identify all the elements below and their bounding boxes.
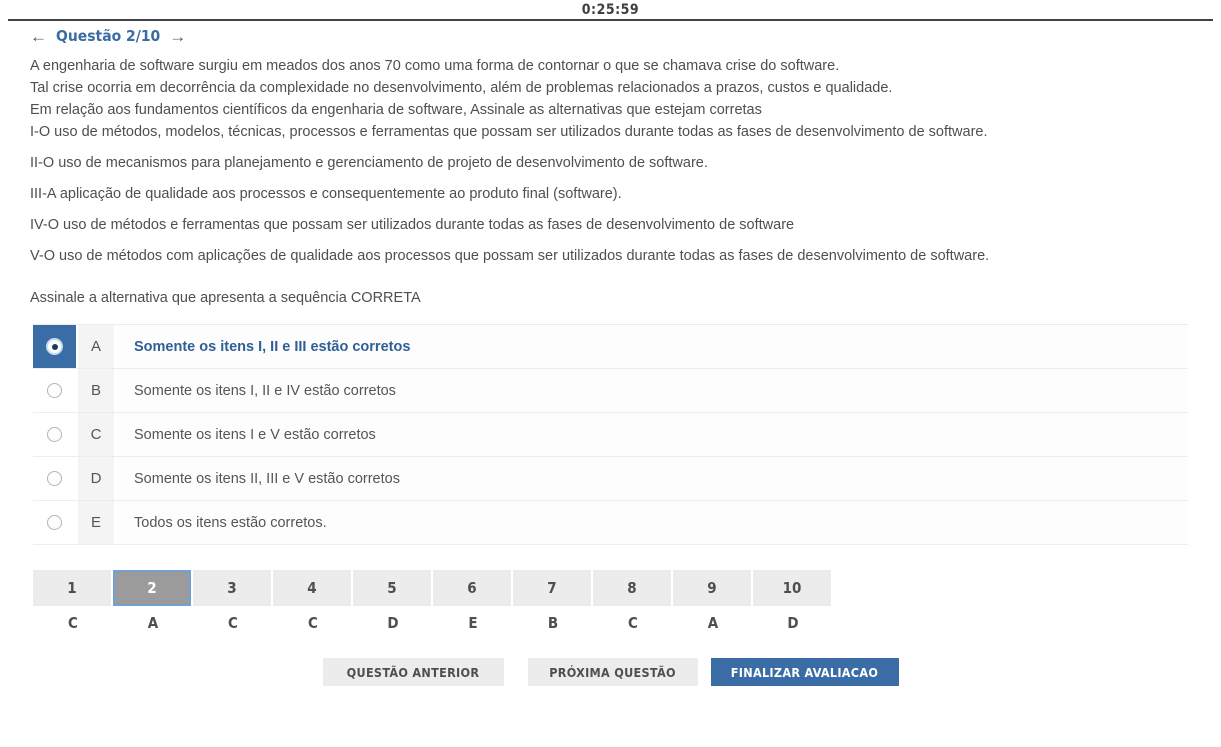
question-navigator bbox=[33, 570, 1221, 606]
answer-options-list bbox=[33, 324, 1188, 545]
nav-question-4[interactable]: 4 bbox=[273, 570, 351, 606]
question-statement-item: III-A aplicação de qualidade aos processos e consequentemente ao produto final (software). bbox=[30, 186, 622, 202]
radio-cell[interactable] bbox=[33, 501, 78, 544]
question-body bbox=[30, 55, 1191, 309]
radio-cell[interactable] bbox=[33, 457, 78, 500]
option-text: Somente os itens I, II e III estão corretos bbox=[134, 338, 411, 355]
marked-answer: A bbox=[707, 614, 719, 632]
answer-option-e[interactable] bbox=[33, 501, 1188, 545]
answer-option-d[interactable] bbox=[33, 457, 1188, 501]
question-statement-item: IV-O uso de métodos e ferramentas que possam ser utilizados durante todas as fases de desenvolvimento de software bbox=[30, 217, 795, 233]
radio-button-icon[interactable] bbox=[46, 338, 63, 355]
marked-answer: C bbox=[68, 614, 78, 632]
finish-exam-button[interactable]: FINALIZAR AVALIACAO bbox=[711, 658, 899, 686]
marked-answer: B bbox=[547, 614, 559, 632]
nav-question-5[interactable]: 5 bbox=[353, 570, 431, 606]
question-intro-line: I-O uso de métodos, modelos, técnicas, processos e ferramentas que possam ser utilizados durante todas as fases de desenvolvimento de software. bbox=[30, 124, 988, 140]
nav-question-2[interactable]: 2 bbox=[113, 570, 191, 606]
marked-answer: D bbox=[387, 614, 399, 632]
marked-answer: C bbox=[308, 614, 318, 632]
question-statement-item: V-O uso de métodos com aplicações de qualidade aos processos que possam ser utilizados durante todas as fases de desenvolvimento de software. bbox=[30, 248, 990, 264]
action-buttons bbox=[0, 658, 1221, 686]
answer-option-c[interactable] bbox=[33, 413, 1188, 457]
option-text: Somente os itens II, III e V estão corretos bbox=[134, 470, 400, 487]
option-letter: D bbox=[78, 457, 116, 500]
nav-question-7[interactable]: 7 bbox=[513, 570, 591, 606]
question-intro-line: Em relação aos fundamentos científicos da engenharia de software, Assinale as alternativas que estejam corretas bbox=[30, 102, 762, 118]
answer-option-b[interactable] bbox=[33, 369, 1188, 413]
option-text: Somente os itens I, II e IV estão corretos bbox=[134, 382, 396, 399]
previous-question-arrow-icon[interactable]: ← bbox=[30, 26, 47, 46]
next-question-button[interactable]: PRÓXIMA QUESTÃO bbox=[528, 658, 698, 686]
marked-answer: E bbox=[468, 614, 478, 632]
radio-cell[interactable] bbox=[33, 325, 78, 368]
countdown-timer: 0:25:59 bbox=[581, 2, 640, 18]
top-divider bbox=[8, 19, 1213, 21]
nav-question-9[interactable]: 9 bbox=[673, 570, 751, 606]
question-statement-item: II-O uso de mecanismos para planejamento e gerenciamento de projeto de desenvolvimento de software. bbox=[30, 155, 708, 171]
next-question-arrow-icon[interactable]: → bbox=[169, 26, 187, 46]
marked-answer: D bbox=[787, 614, 799, 632]
nav-question-10[interactable]: 10 bbox=[753, 570, 831, 606]
nav-question-1[interactable]: 1 bbox=[33, 570, 111, 606]
nav-question-8[interactable]: 8 bbox=[593, 570, 671, 606]
answer-option-a[interactable] bbox=[33, 325, 1188, 369]
radio-cell[interactable] bbox=[33, 413, 78, 456]
nav-question-3[interactable]: 3 bbox=[193, 570, 271, 606]
option-text: Todos os itens estão corretos. bbox=[134, 514, 327, 531]
marked-answers-row bbox=[33, 614, 1221, 632]
marked-answer: A bbox=[147, 614, 159, 632]
option-letter: C bbox=[78, 413, 116, 456]
previous-question-button[interactable]: QUESTÃO ANTERIOR bbox=[323, 658, 504, 686]
question-intro-line: Tal crise ocorria em decorrência da complexidade no desenvolvimento, além de problemas relacionados a prazos, custos e qualidade. bbox=[30, 80, 893, 96]
marked-answer: C bbox=[628, 614, 638, 632]
question-header bbox=[30, 27, 1221, 45]
radio-cell[interactable] bbox=[33, 369, 78, 412]
radio-button-icon[interactable] bbox=[47, 471, 62, 486]
question-title: Questão 2/10 bbox=[56, 27, 161, 45]
radio-button-icon[interactable] bbox=[47, 383, 62, 398]
question-intro-line: A engenharia de software surgiu em meados dos anos 70 como uma forma de contornar o que se chamava crise do software. bbox=[30, 58, 840, 74]
radio-button-icon[interactable] bbox=[47, 515, 62, 530]
option-text: Somente os itens I e V estão corretos bbox=[134, 426, 376, 443]
option-letter: E bbox=[78, 501, 116, 544]
option-letter: A bbox=[78, 325, 116, 368]
nav-question-6[interactable]: 6 bbox=[433, 570, 511, 606]
radio-button-icon[interactable] bbox=[47, 427, 62, 442]
marked-answer: C bbox=[228, 614, 238, 632]
question-prompt: Assinale a alternativa que apresenta a sequência CORRETA bbox=[30, 290, 421, 306]
timer-bar bbox=[0, 0, 1221, 18]
option-letter: B bbox=[78, 369, 116, 412]
